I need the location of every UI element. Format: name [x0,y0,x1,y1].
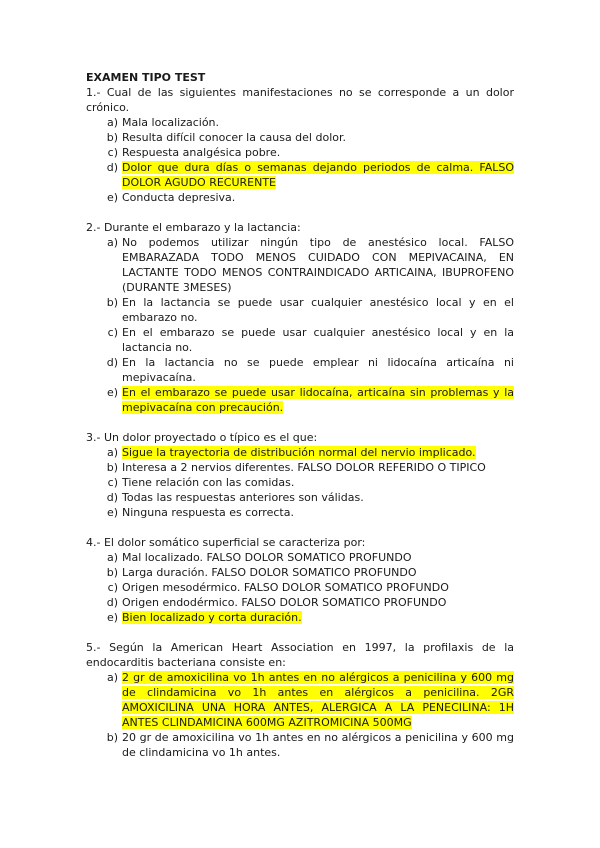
option-text: 20 gr de amoxicilina vo 1h antes en no alérgicos a penicilina y 600 mg de clindamicina vo 1h antes. [122,731,514,759]
option-text-container [122,295,514,325]
question-list [86,85,514,760]
option-text-container [122,565,514,580]
option-text: Interesa a 2 nervios diferentes. FALSO DOLOR REFERIDO O TIPICO [122,461,486,474]
question-1 [86,85,514,205]
option-label: e) [106,191,118,204]
answer-option [86,160,514,190]
answer-option [86,385,514,415]
option-text: Larga duración. FALSO DOLOR SOMATICO PROFUNDO [122,566,417,579]
answer-option [86,355,514,385]
option-label: a) [106,551,118,564]
question-text: 3.- Un dolor proyectado o típico es el que: [86,431,318,444]
option-text-container [122,610,514,625]
option-label: a) [106,671,118,684]
option-label: e) [106,386,118,399]
answer-option [86,730,514,760]
option-text: Todas las respuestas anteriores son válidas. [122,491,364,504]
answer-option [86,475,514,490]
option-text: No podemos utilizar ningún tipo de anestésico local. FALSO EMBARAZADA TODO MENOS CUIDADO CON MEPIVACAINA, EN LACTANTE TODO MENOS CONTRAINDICADO ARTICAINA, IBUPROFENO (DURANTE 3MESES) [122,236,514,294]
option-text: Tiene relación con las comidas. [122,476,295,489]
option-text: En la lactancia se puede usar cualquier anestésico local y en el embarazo no. [122,296,514,324]
option-label: d) [106,491,118,504]
option-label: d) [106,596,118,609]
option-label: a) [106,446,118,459]
answer-option [86,595,514,610]
question-text: 2.- Durante el embarazo y la lactancia: [86,221,301,234]
question-text: 4.- El dolor somático superficial se caracteriza por: [86,536,366,549]
answer-option [86,445,514,460]
option-label: a) [106,236,118,249]
question-2 [86,220,514,415]
option-label: c) [107,581,118,594]
option-text-container [122,490,514,505]
option-list [86,115,514,205]
exam-title: EXAMEN TIPO TEST [86,71,206,84]
highlighted-answer-text: En el embarazo se puede usar lidocaína, articaína sin problemas y la mepivacaína con precaución. [122,386,514,414]
option-text-container [122,235,514,295]
option-label: b) [106,296,118,309]
highlighted-answer-text: Dolor que dura días o semanas dejando periodos de calma. FALSO DOLOR AGUDO RECURENTE [122,161,514,189]
option-label: c) [107,476,118,489]
option-text-container [122,550,514,565]
option-text-container [122,730,514,760]
answer-option [86,295,514,325]
option-text-container [122,355,514,385]
option-text-container [122,670,514,730]
question-spacer [86,205,514,220]
option-text-container [122,385,514,415]
option-text: En el embarazo se puede usar cualquier anestésico local y en la lactancia no. [122,326,514,354]
question-text: 5.- Según la American Heart Association en 1997, la profilaxis de la endocarditis bacteriana consiste en: [86,641,514,669]
option-text: Ninguna respuesta es correcta. [122,506,294,519]
option-label: e) [106,611,118,624]
option-text-container [122,130,514,145]
option-list [86,550,514,625]
highlighted-answer-text: 2 gr de amoxicilina vo 1h antes en no alérgicos a penicilina y 600 mg de clindamicina vo 1h antes en alérgicos a penicilina. 2GR AMOXICILINA UNA HORA ANTES, ALERGICA A LA PENECILINA: 1H ANTES CLINDAMICINA 600MG AZITROMICINA 500MG [122,671,514,729]
option-text: Mal localizado. FALSO DOLOR SOMATICO PROFUNDO [122,551,412,564]
answer-option [86,235,514,295]
answer-option [86,610,514,625]
option-text-container [122,580,514,595]
highlighted-answer-text: Sigue la trayectoria de distribución normal del nervio implicado. [122,446,476,459]
answer-option [86,190,514,205]
option-text-container [122,460,514,475]
option-text-container [122,475,514,490]
answer-option [86,460,514,475]
answer-option [86,145,514,160]
answer-option [86,580,514,595]
option-list [86,235,514,415]
option-text-container [122,115,514,130]
option-text-container [122,445,514,460]
option-text: En la lactancia no se puede emplear ni lidocaína articaína ni mepivacaína. [122,356,514,384]
answer-option [86,670,514,730]
option-label: d) [106,161,118,174]
question-spacer [86,415,514,430]
option-text: Respuesta analgésica pobre. [122,146,281,159]
option-label: b) [106,731,118,744]
answer-option [86,490,514,505]
answer-option [86,565,514,580]
question-spacer [86,520,514,535]
option-text-container [122,145,514,160]
answer-option [86,550,514,565]
option-text-container [122,160,514,190]
option-list [86,445,514,520]
answer-option [86,325,514,355]
option-text: Conducta depresiva. [122,191,236,204]
option-text-container [122,190,514,205]
option-list [86,670,514,760]
question-4 [86,535,514,625]
option-label: b) [106,461,118,474]
option-text: Resulta difícil conocer la causa del dolor. [122,131,346,144]
option-label: e) [106,506,118,519]
document-content [86,70,514,760]
answer-option [86,505,514,520]
option-text: Origen mesodérmico. FALSO DOLOR SOMATICO PROFUNDO [122,581,449,594]
option-label: c) [107,326,118,339]
question-text: 1.- Cual de las siguientes manifestaciones no se corresponde a un dolor crónico. [86,86,514,114]
answer-option [86,115,514,130]
option-label: d) [106,356,118,369]
answer-option [86,130,514,145]
option-text-container [122,325,514,355]
option-label: c) [107,146,118,159]
question-5 [86,640,514,760]
option-text: Mala localización. [122,116,220,129]
option-text-container [122,505,514,520]
question-spacer [86,625,514,640]
option-text: Origen endodérmico. FALSO DOLOR SOMATICO PROFUNDO [122,596,447,609]
option-label: b) [106,131,118,144]
question-3 [86,430,514,520]
option-text-container [122,595,514,610]
option-label: b) [106,566,118,579]
option-label: a) [106,116,118,129]
highlighted-answer-text: Bien localizado y corta duración. [122,611,302,624]
